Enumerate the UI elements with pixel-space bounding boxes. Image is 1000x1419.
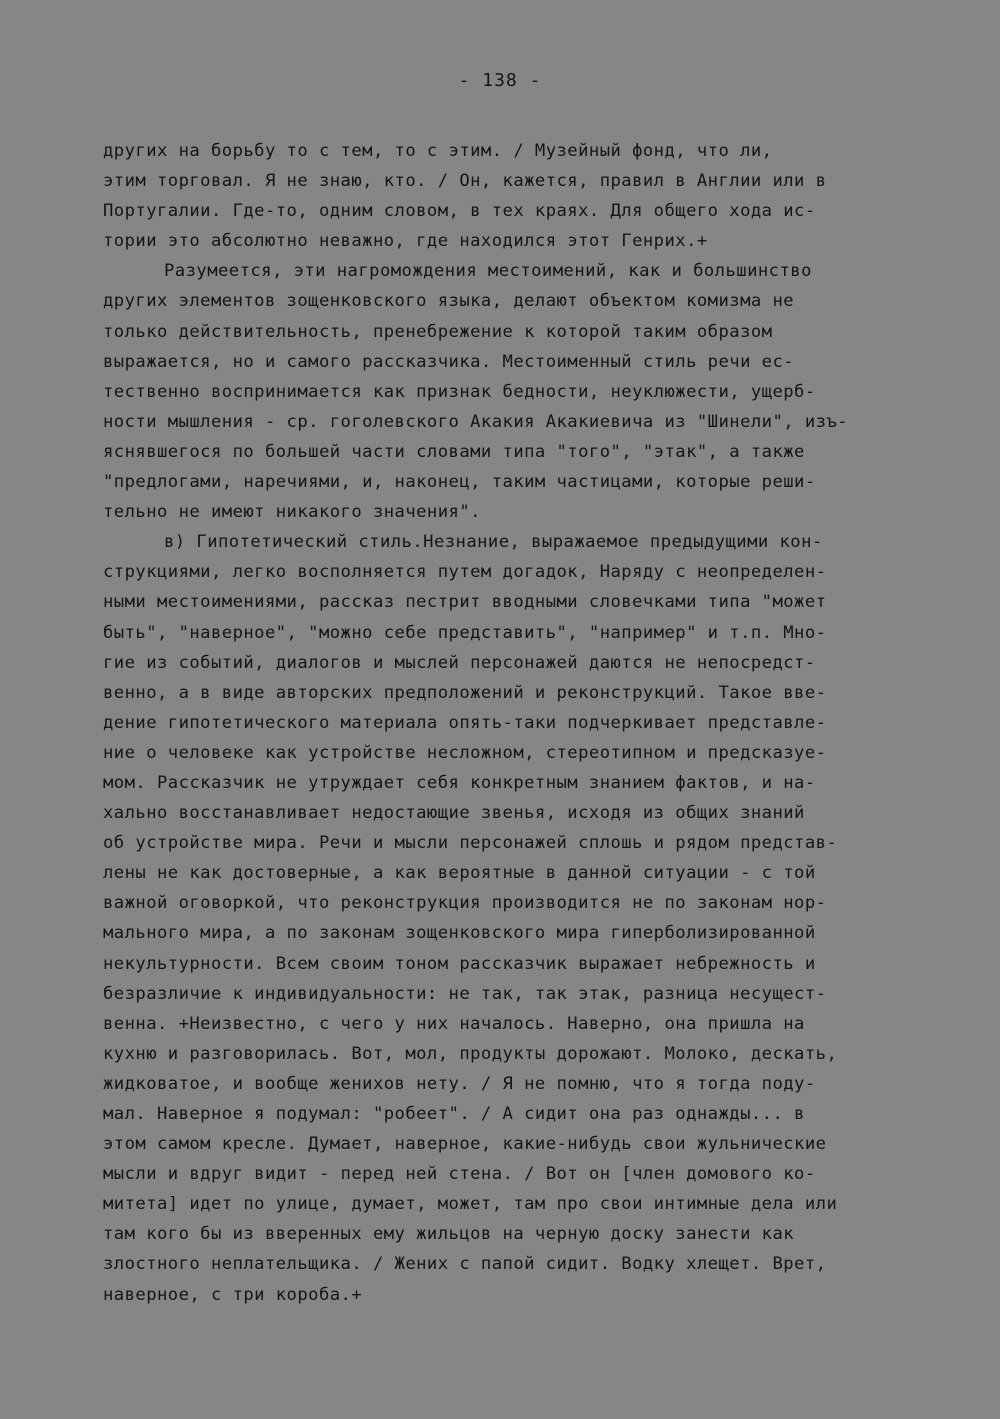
text-line: мального мира, а по законам зощенковского мира гиперболизированной — [103, 923, 816, 944]
text-line: этом самом кресле. Думает, наверное, какие-нибудь свои жульнические — [103, 1134, 827, 1155]
text-line: митета] идет по улице, думает, может, там про свои интимные дела или — [103, 1194, 838, 1215]
body-text — [103, 136, 923, 1310]
text-line: жидковатое, и вообще женихов нету. / Я не помню, что я тогда поду- — [103, 1073, 816, 1094]
page-number: - 138 - — [458, 70, 542, 91]
text-line: там кого бы из вверенных ему жильцов на черную доску занести как — [103, 1224, 795, 1245]
text-line: в) Гипотетический стиль.Незнание, выражаемое предыдущими кон- — [164, 532, 823, 553]
text-line: других на борьбу то с тем, то с этим. / Музейный фонд, что ли, — [103, 141, 773, 161]
text-line: дение гипотетического материала опять-таки подчеркивает представле- — [103, 712, 827, 733]
text-line: хально восстанавливает недостающие звенья, исходя из общих знаний — [103, 803, 805, 824]
text-line: "предлогами, наречиями, и, наконец, таким частицами, которые реши- — [103, 472, 816, 493]
text-line: ние о человеке как устройстве несложном, стереотипном и предсказуе- — [103, 742, 827, 763]
text-line: венно, а в виде авторских предположений и реконструкций. Такое вве- — [103, 682, 827, 703]
text-line: важной оговоркой, что реконструкция производится не по законам нор- — [103, 893, 827, 914]
text-line: гие из событий, диалогов и мыслей персонажей даются не непосредст- — [103, 652, 816, 673]
text-line: быть", "наверное", "можно себе представить", "например" и т.п. Мно- — [103, 622, 827, 643]
text-line: наверное, с три короба.+ — [103, 1284, 363, 1305]
text-line: некультурности. Всем своим тоном рассказчик выражает небрежность и — [103, 953, 816, 974]
text-line: выражается, но и самого рассказчика. Местоименный стиль речи ес- — [103, 351, 795, 372]
text-line: только действительность, пренебрежение к которой таким образом — [103, 321, 773, 342]
text-line: злостного неплательщика. / Жених с папой сидит. Водку хлещет. Врет, — [103, 1254, 827, 1275]
text-line: тественно воспринимается как признак бедности, неуклюжести, ущерб- — [103, 381, 816, 402]
text-line: мом. Рассказчик не утруждает себя конкретным знанием фактов, и на- — [103, 772, 816, 793]
text-line: мысли и вдруг видит - перед ней стена. / Вот он [член домового ко- — [103, 1164, 816, 1185]
text-line: яснявшегося по большей части словами типа "того", "этак", а также — [103, 441, 805, 462]
text-line: безразличие к индивидуальности: не так, так этак, разница несущест- — [103, 983, 827, 1004]
text-line: Португалии. Где-то, одним словом, в тех краях. Для общего хода ис- — [103, 201, 816, 222]
text-line: Разумеется, эти нагромождения местоимений, как и большинство — [164, 261, 812, 282]
text-line: об устройстве мира. Речи и мысли персонажей сплошь и рядом представ- — [103, 833, 838, 854]
text-line: лены не как достоверные, а как вероятные в данной ситуации - с той — [103, 863, 816, 884]
text-line: тории это абсолютно неважно, где находился этот Генрих.+ — [103, 231, 708, 252]
text-line: струкциями, легко восполняется путем догадок, Наряду с неопределен- — [103, 562, 827, 583]
text-line: ности мышления - ср. гоголевского Акакия Акакиевича из "Шинели", изъ- — [103, 411, 849, 432]
text-line: ными местоимениями, рассказ пестрит вводными словечками типа "может — [103, 592, 827, 613]
text-line: других элементов зощенковского языка, делают объектом комизма не — [103, 291, 795, 312]
text-line: венна. +Неизвестно, с чего у них началось. Наверно, она пришла на — [103, 1013, 805, 1034]
text-line: кухню и разговорилась. Вот, мол, продукты дорожают. Молоко, дескать, — [103, 1043, 838, 1064]
text-line: тельно не имеют никакого значения". — [103, 502, 481, 523]
text-line: этим торговал. Я не знаю, кто. / Он, кажется, правил в Англии или в — [103, 171, 827, 192]
text-line: мал. Наверное я подумал: "робеет". / А сидит она раз однажды... в — [103, 1104, 805, 1124]
